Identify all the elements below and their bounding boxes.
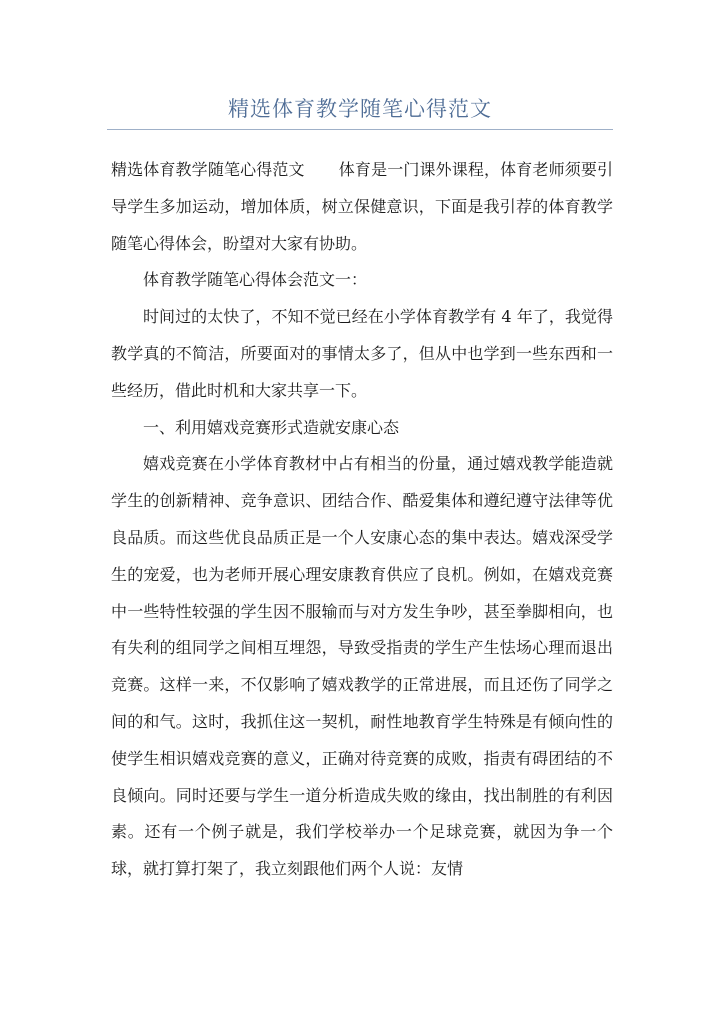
intro-text: 体育是一门课外课程，体育老师须要引导学生多加运动，增加体质，树立保健意识，下面是我引荐的体育教学随笔心得体会，盼望对大家有协助。 <box>111 160 613 253</box>
document-title: 精选体育教学随笔心得范文 <box>228 97 492 121</box>
section-1-heading: 一、利用嬉戏竞赛形式造就安康心态 <box>143 417 400 437</box>
subheading: 体育教学随笔心得体会范文一： <box>143 270 368 290</box>
intro-lead: 精选体育教学随笔心得范文 <box>111 160 305 179</box>
paragraph-1: 时间过的太快了，不知不觉已经在小学体育教学有 4 年了，我觉得教学真的不简洁，所要面对的事情太多了，但从中也学到一些东西和一些经历，借此时机和大家共享一下。 <box>111 307 613 400</box>
intro-paragraph <box>111 152 613 262</box>
document-body <box>111 152 613 888</box>
title-divider <box>107 129 613 130</box>
paragraph-2: 嬉戏竞赛在小学体育教材中占有相当的份量，通过嬉戏教学能造就学生的创新精神、竞争意识、团结合作、酷爱集体和遵纪遵守法律等优良品质。而这些优良品质正是一个人安康心态的集中表达。嬉戏深受学生的宠爱，也为老师开展心理安康教育供应了良机。例如，在嬉戏竞赛中一些特性较强的学生因不服输而与对方发生争吵，甚至拳脚相向，也有失利的组同学之间相互埋怨，导致受指责的学生产生怯场心理而退出竞赛。这样一来，不仅影响了嬉戏教学的正常进展，而且还伤了同学之间的和气。这时，我抓住这一契机，耐性地教育学生特殊是有倾向性的使学生相识嬉戏竞赛的意义，正确对待竞赛的成败，指责有碍团结的不良倾向。同时还要与学生一道分析造成失败的缘由，找出制胜的有利因素。还有一个例子就是，我们学校举办一个足球竞赛，就因为争一个球，就打算打架了，我立刻跟他们两个人说：友情 <box>111 454 613 879</box>
